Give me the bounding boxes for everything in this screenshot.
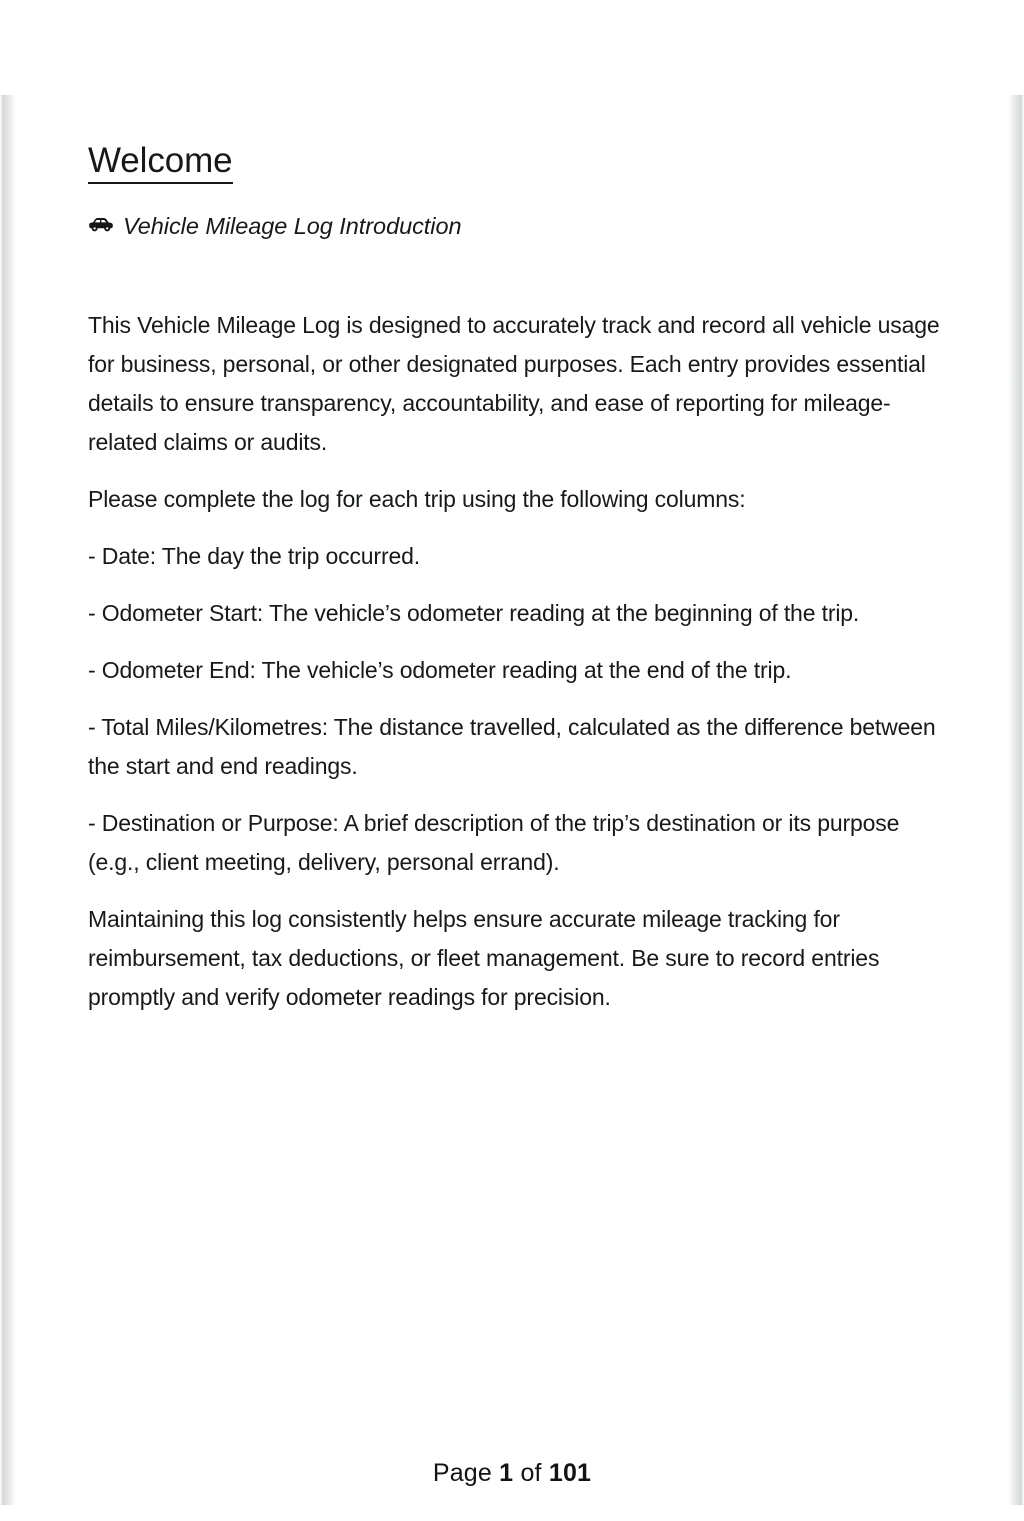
footer-total-pages: 101: [548, 1459, 592, 1487]
footer-page-label: Page: [432, 1459, 493, 1487]
column-item-total-miles: - Total Miles/Kilometres: The distance travelled, calculated as the difference between the start and end readings.: [88, 714, 936, 780]
column-item-destination: - Destination or Purpose: A brief description of the trip’s destination or its purpose (e.g., client meeting, delivery, personal errand).: [88, 810, 900, 876]
paragraph-instruction: Please complete the log for each trip using the following columns:: [88, 486, 746, 513]
paragraph-closing: Maintaining this log consistently helps ensure accurate mileage tracking for reimbursement, tax deductions, or fleet management. Be sure to record entries promptly and verify odometer readings for precision.: [88, 906, 880, 1011]
page-footer: [0, 1459, 1024, 1488]
column-item-odometer-start: - Odometer Start: The vehicle’s odometer reading at the beginning of the trip.: [88, 600, 860, 627]
page-title: Welcome: [88, 141, 233, 184]
paragraph-intro: This Vehicle Mileage Log is designed to accurately track and record all vehicle usage for business, personal, or other designated purposes. Each entry provides essential details to ensure transparency, accountability, and ease of reporting for mileage-related claims or audits.: [88, 312, 940, 456]
document-subtitle-row: [88, 212, 948, 240]
column-item-odometer-end: - Odometer End: The vehicle’s odometer reading at the end of the trip.: [88, 657, 792, 684]
document-subtitle: Vehicle Mileage Log Introduction: [123, 213, 462, 240]
footer-current-page: 1: [499, 1459, 514, 1487]
document-body: [88, 306, 948, 1017]
document-content: [88, 141, 948, 1017]
car-icon: [88, 216, 114, 233]
column-item-date: - Date: The day the trip occurred.: [88, 543, 420, 570]
footer-of-label: of: [520, 1459, 542, 1487]
